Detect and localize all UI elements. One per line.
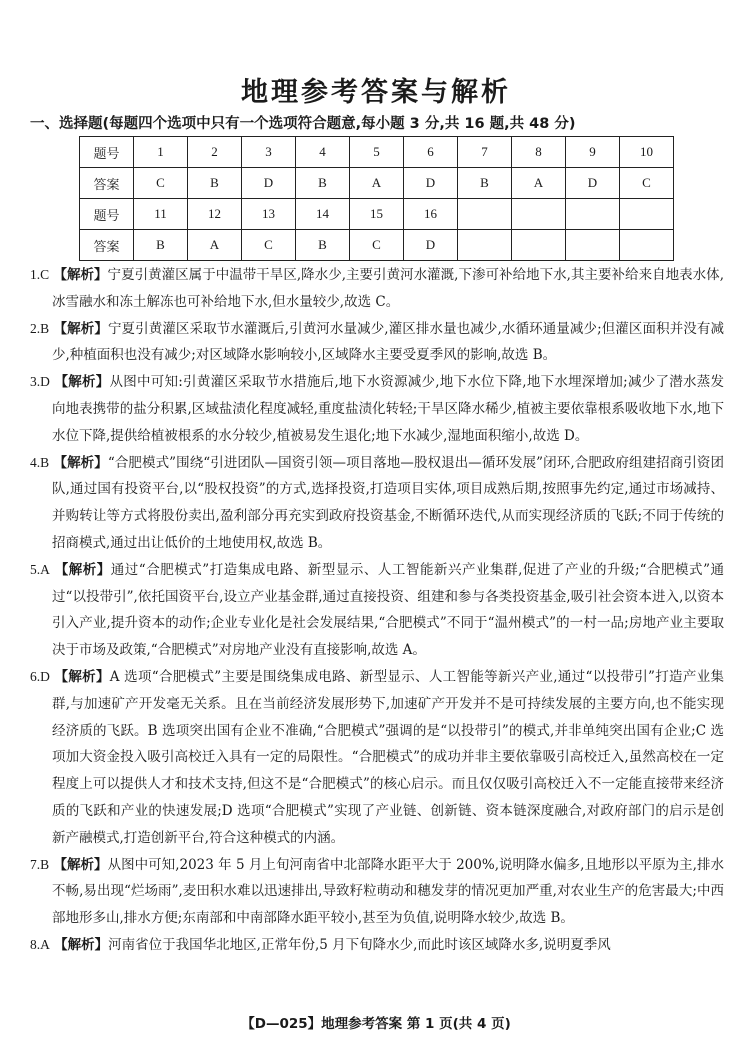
question-number-cell: 11 [134,199,188,230]
answer-cell: D [566,168,620,199]
answer-cell: B [134,230,188,261]
question-number-cell [512,199,566,230]
explanation-item [30,262,724,316]
answer-cell: B [296,168,350,199]
answer-cell: B [458,168,512,199]
item-text: 宁夏引黄灌区采取节水灌溉后,引黄河水量减少,灌区排水量也减少,水循环通量减少;但灌区面积并没有减少,种植面积也没有减少;对区域降水影响较小,区域降水主要受夏季风的影响,故选 B。 [52,320,725,364]
question-number-cell [566,199,620,230]
answer-cell: B [188,168,242,199]
answer-cell: D [404,168,458,199]
answer-cell: B [296,230,350,261]
analysis-tag: 【解析】 [54,561,111,578]
answer-cell: A [350,168,404,199]
explanation-item [30,557,724,664]
explanation-list [30,262,724,959]
row-label: 答案 [80,230,134,261]
item-number: 6.D [30,668,50,684]
analysis-tag: 【解析】 [53,267,108,283]
question-number-cell: 7 [458,137,512,168]
question-number-cell: 15 [350,199,404,230]
item-text: A 选项“合肥模式”主要是围绕集成电路、新型显示、人工智能等新兴产业,通过“以投带引”打造产业集群,与加速矿产开发毫无关系。且在当前经济发展形势下,加速矿产开发并不是可持续发展的主要方向,也不能实现经济质的飞跃。B 选项突出国有企业不准确,“合肥模式”强调的是“以投带引”的模式,并非单纯突出国有企业;C 选项加大资金投入吸引高校迁入具有一定的局限性。“合肥模式”的成功并非主要依靠吸引高校迁入,虽然高校在一定程度上可以提供人才和技术支持,但这不是“合肥模式”的核心启示。而且仅仅吸引高校迁入不一定能直接带来经济质的飞跃和产业的快速发展;D 选项“合肥模式”实现了产业链、创新链、资本链深度融合,对政府部门的启示是创新产融模式,打造创新平台,符合这种模式的内涵。 [52,668,725,846]
explanation-item [30,316,724,370]
question-number-cell [458,199,512,230]
answer-cell: C [620,168,674,199]
question-number-cell [620,199,674,230]
analysis-tag: 【解析】 [54,936,109,953]
answer-table-row-number [80,137,674,168]
answer-cell [512,230,566,261]
question-number-cell: 10 [620,137,674,168]
analysis-tag: 【解析】 [53,320,108,337]
answer-table-row-answer [80,230,674,261]
question-number-cell: 8 [512,137,566,168]
question-number-cell: 3 [242,137,296,168]
question-number-cell: 6 [404,137,458,168]
item-number: 8.A [30,936,50,952]
answer-cell: C [242,230,296,261]
item-number: 4.B [30,454,50,470]
answer-table [79,136,674,261]
answer-cell: C [134,168,188,199]
row-label: 题号 [80,199,134,230]
answer-cell [566,230,620,261]
explanation-item [30,664,724,852]
question-number-cell: 1 [134,137,188,168]
section-heading: 一、选择题(每题四个选项中只有一个选项符合题意,每小题 3 分,共 16 题,共 48 分) [30,116,576,132]
row-label: 答案 [80,168,134,199]
answer-cell [620,230,674,261]
page-title: 地理参考答案与解析 [241,77,511,108]
answer-cell: A [512,168,566,199]
item-text: 从图中可知:引黄灌区采取节水措施后,地下水资源减少,地下水位下降,地下水埋深增加;减少了潜水蒸发向地表携带的盐分积累,区域盐渍化程度减轻,重度盐渍化转轻;干旱区降水稀少,植被主要依靠根系吸收地下水,地下水位下降,提供给植被根系的水分较少,植被易发生退化;地下水减少,湿地面积缩小,故选 D。 [52,374,724,444]
question-number-cell: 9 [566,137,620,168]
question-number-cell: 2 [188,137,242,168]
question-number-cell: 13 [242,199,296,230]
answer-table-row-number [80,199,674,230]
item-number: 2.B [30,320,50,336]
item-text: 宁夏引黄灌区属于中温带干旱区,降水少,主要引黄河水灌溉,下渗可补给地下水,其主要补给来自地表水体,冰雪融水和冻土解冻也可补给地下水,但水量较少,故选 C。 [52,267,724,310]
page-footer: 【D—025】地理参考答案 第 1 页(共 4 页) [241,1016,511,1032]
explanation-item [30,369,724,449]
analysis-tag: 【解析】 [53,454,108,471]
row-label: 题号 [80,137,134,168]
item-number: 7.B [30,856,50,872]
item-number: 3.D [30,374,50,390]
question-number-cell: 4 [296,137,350,168]
item-text: 河南省位于我国华北地区,正常年份,5 月下旬降水少,而此时该区域降水多,说明夏季风 [108,936,611,953]
question-number-cell: 12 [188,199,242,230]
analysis-tag: 【解析】 [54,668,110,685]
answer-cell: D [242,168,296,199]
explanation-item [30,450,724,557]
question-number-cell: 5 [350,137,404,168]
item-text: 通过“合肥模式”打造集成电路、新型显示、人工智能新兴产业集群,促进了产业的升级;“合肥模式”通过“以投带引”,依托国资平台,设立产业基金群,通过直接投资、组建和参与各类投资基金,吸引社会资本进入,以资本引入产业,提升资本的动作;企业专业化是社会发展结果,“合肥模式”不同于“温州模式”的一村一品;房地产业主要取决于市场及政策,“合肥模式”对房地产业没有直接影响,故选 A。 [52,561,724,659]
item-text: “合肥模式”围绕“引进团队—国资引领—项目落地—股权退出—循环发展”闭环,合肥政府组建招商引资团队,通过国有投资平台,以“股权投资”的方式,选择投资,打造项目实体,项目成熟后期,按照事先约定,通过市场减持、并购转让等方式将股份卖出,盈利部分再充实到政府投资基金,不断循环迭代,从而实现经济质的飞跃;不同于传统的招商模式,通过出让低价的土地使用权,故选 B。 [52,454,724,551]
item-number: 5.A [30,561,50,577]
answer-cell [458,230,512,261]
answer-cell: D [404,230,458,261]
item-number: 1.C [30,267,50,282]
question-number-cell: 14 [296,199,350,230]
explanation-item [30,852,724,932]
answer-cell: A [188,230,242,261]
question-number-cell: 16 [404,199,458,230]
answer-table-row-answer [80,168,674,199]
item-text: 从图中可知,2023 年 5 月上旬河南省中北部降水距平大于 200%,说明降水偏多,且地形以平原为主,排水不畅,易出现“烂场雨”,麦田积水难以迅速排出,导致籽粒萌动和穗发芽的情况更加严重,对农业生产的危害最大;中西部地形多山,排水方便;东南部和中南部降水距平较小,甚至为负值,说明降水较少,故选 B。 [52,856,725,927]
answer-cell: C [350,230,404,261]
analysis-tag: 【解析】 [53,856,108,873]
analysis-tag: 【解析】 [54,374,110,391]
explanation-item [30,932,724,959]
